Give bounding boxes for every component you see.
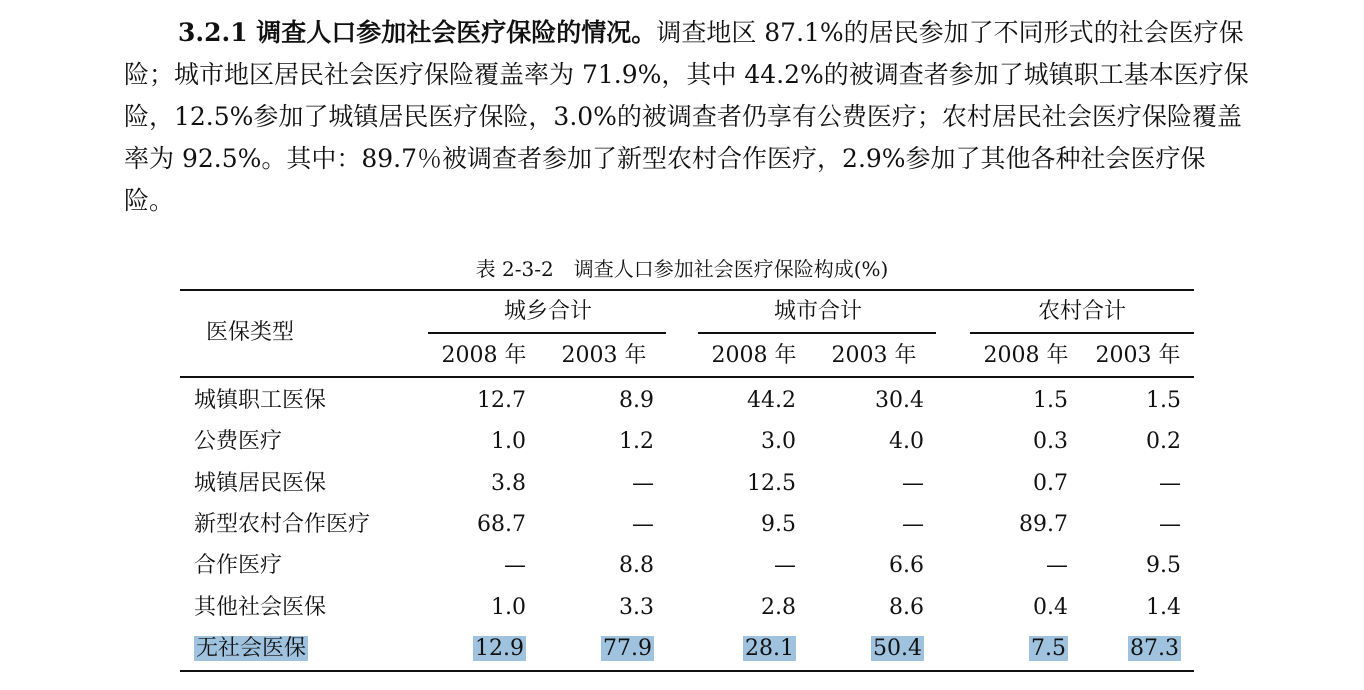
table-cell: 8.8: [619, 553, 654, 578]
group-underline-rural: [970, 332, 1194, 334]
row-label: 新型农村合作医疗: [194, 512, 371, 537]
table-cell: 7.5: [1031, 636, 1066, 661]
table-cell: 12.5: [747, 471, 796, 496]
row-label: 公费医疗: [194, 429, 283, 454]
table-cell: 8.6: [889, 595, 924, 620]
year-header: 2003 年: [831, 343, 917, 368]
table-cell: 0.7: [1033, 471, 1068, 496]
table-cell: 50.4: [873, 636, 922, 661]
table-cell: —: [632, 512, 654, 537]
group-underline-urban: [698, 332, 936, 334]
table-cell: 3.3: [619, 595, 654, 620]
table-cell: 89.7: [1019, 512, 1068, 537]
table-caption: 表 2-3-2 调查人口参加社会医疗保险构成(%): [475, 257, 889, 281]
table-cell: —: [902, 512, 924, 537]
table-cell: 1.5: [1033, 388, 1068, 413]
row-label: 合作医疗: [194, 553, 283, 578]
paragraph-body: 调查地区 87.1%的居民参加了不同形式的社会医疗保险；城市地区居民社会医疗保险覆盖率为 71.9%，其中 44.2%的被调查者参加了城镇职工基本医疗保险，12.5%参加了城镇居民医疗保险，3.0%的被调查者仍享有公费医疗；农村居民社会医疗保险覆盖率为 92.5%。其中：89.7％被调查者参加了新型农村合作医疗，2.9%参加了其他各种社会医疗保险。: [124, 18, 1249, 215]
year-header: 2008 年: [711, 343, 797, 368]
table-cell: 9.5: [1146, 553, 1181, 578]
table-cell: 6.6: [889, 553, 924, 578]
row-label: 其他社会医保: [194, 595, 327, 620]
table-cell: —: [1159, 512, 1181, 537]
row-label: 城镇职工医保: [194, 388, 327, 413]
table-cell: 2.8: [761, 595, 796, 620]
table-top-rule: [180, 289, 1194, 291]
table-cell: —: [1046, 553, 1068, 578]
table-cell: 1.5: [1146, 388, 1181, 413]
table-cell: 0.2: [1146, 429, 1181, 454]
type-header: 医保类型: [206, 320, 295, 345]
table-cell: —: [504, 553, 526, 578]
table-cell: 12.9: [475, 636, 524, 661]
table-cell: 1.0: [491, 429, 526, 454]
year-header: 2008 年: [983, 343, 1069, 368]
year-header: 2003 年: [561, 343, 647, 368]
year-header: 2008 年: [441, 343, 527, 368]
table-cell: 30.4: [875, 388, 924, 413]
row-label: 城镇居民医保: [194, 471, 327, 496]
table-cell: 12.7: [477, 388, 526, 413]
table-cell: 87.3: [1130, 636, 1179, 661]
row-label: 无社会医保: [196, 636, 307, 661]
insurance-table: [180, 289, 1194, 674]
table-cell: —: [1159, 471, 1181, 496]
table-cell: 68.7: [477, 512, 526, 537]
table-cell: 9.5: [761, 512, 796, 537]
table-cell: —: [902, 471, 924, 496]
group-header-urban: 城市合计: [773, 299, 862, 324]
table-cell: 3.8: [491, 471, 526, 496]
table-cell: 1.2: [619, 429, 654, 454]
group-header-urban-rural: 城乡合计: [503, 299, 592, 324]
table-bottom-rule: [180, 670, 1194, 672]
table-cell: 3.0: [761, 429, 796, 454]
table-cell: 44.2: [747, 388, 796, 413]
group-underline-urban-rural: [428, 332, 666, 334]
group-header-rural: 农村合计: [1037, 299, 1126, 324]
table-cell: 1.4: [1146, 595, 1181, 620]
table-cell: 8.9: [619, 388, 654, 413]
table-cell: —: [774, 553, 796, 578]
table-cell: —: [632, 471, 654, 496]
table-cell: 0.4: [1033, 595, 1068, 620]
table-header-rule: [180, 376, 1194, 378]
year-header: 2003 年: [1095, 343, 1181, 368]
table-cell: 1.0: [491, 595, 526, 620]
section-heading: 3.2.1 调查人口参加社会医疗保险的情况。: [178, 18, 657, 47]
table-cell: 77.9: [603, 636, 652, 661]
table-cell: 28.1: [745, 636, 794, 661]
table-cell: 0.3: [1033, 429, 1068, 454]
intro-paragraph: [124, 12, 1254, 222]
table-cell: 4.0: [889, 429, 924, 454]
